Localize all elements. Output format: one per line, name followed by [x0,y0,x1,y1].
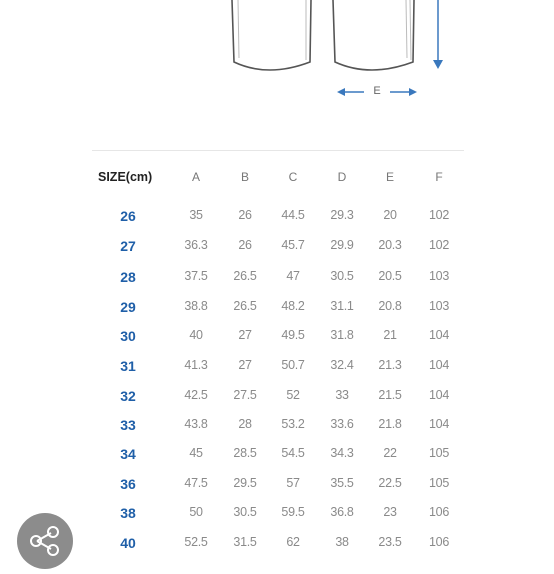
value-d: 38 [335,535,349,549]
left-leg-outline [232,0,311,70]
value-a: 45 [189,446,203,460]
size-value: 36 [120,476,136,492]
value-a: 42.5 [184,388,208,402]
value-a: 38.8 [184,299,208,313]
table-row [0,505,554,525]
value-c: 54.5 [281,446,305,460]
value-f: 104 [429,388,449,402]
table-row [0,208,554,228]
size-value: 31 [120,358,136,374]
value-f: 104 [429,328,449,342]
value-b: 26 [238,208,252,222]
value-b: 29.5 [233,476,257,490]
size-value: 30 [120,328,136,344]
value-a: 40 [189,328,203,342]
value-c: 62 [286,535,300,549]
size-value: 26 [120,208,136,224]
value-d: 29.9 [330,238,354,252]
header-a: A [191,170,200,184]
section-divider [92,150,464,151]
value-d: 31.1 [330,299,354,313]
value-f: 103 [429,299,449,313]
value-b: 27 [238,328,252,342]
value-b: 27 [238,358,252,372]
header-d: D [337,170,347,184]
right-leg-outline [333,0,414,70]
value-e: 22.5 [378,476,402,490]
value-e: 20.5 [378,269,402,283]
value-a: 36.3 [184,238,208,252]
value-d: 31.8 [330,328,354,342]
table-row [0,417,554,437]
value-c: 45.7 [281,238,305,252]
value-a: 43.8 [184,417,208,431]
table-row [0,446,554,466]
value-e: 22 [383,446,397,460]
value-c: 57 [286,476,300,490]
value-f: 102 [429,238,449,252]
value-e: 20.8 [378,299,402,313]
value-b: 30.5 [233,505,257,519]
header-b: B [240,170,249,184]
value-e: 21.8 [378,417,402,431]
value-b: 31.5 [233,535,257,549]
share-button[interactable] [17,513,73,569]
header-size: SIZE(cm) [98,170,153,184]
value-c: 49.5 [281,328,305,342]
value-f: 103 [429,269,449,283]
value-a: 41.3 [184,358,208,372]
header-e: E [385,170,394,184]
size-value: 28 [120,269,136,285]
value-d: 30.5 [330,269,354,283]
hem-width-label: E [373,85,381,97]
value-a: 47.5 [184,476,208,490]
table-row [0,328,554,348]
value-f: 104 [429,358,449,372]
value-e: 23.5 [378,535,402,549]
value-e: 21.3 [378,358,402,372]
value-b: 28.5 [233,446,257,460]
value-f: 105 [429,446,449,460]
value-f: 104 [429,417,449,431]
value-c: 52 [286,388,300,402]
value-b: 26 [238,238,252,252]
value-f: 102 [429,208,449,222]
table-row [0,269,554,289]
value-e: 21.5 [378,388,402,402]
value-d: 34.3 [330,446,354,460]
value-d: 32.4 [330,358,354,372]
table-row [0,388,554,408]
value-d: 36.8 [330,505,354,519]
size-value: 27 [120,238,136,254]
value-d: 29.3 [330,208,354,222]
header-f: F [435,170,443,184]
value-a: 35 [189,208,203,222]
value-f: 106 [429,535,449,549]
header-c: C [288,170,298,184]
value-d: 33.6 [330,417,354,431]
value-b: 28 [238,417,252,431]
pants-measurement-diagram [0,0,554,110]
value-e: 21 [383,328,397,342]
value-d: 33 [335,388,349,402]
value-c: 53.2 [281,417,305,431]
value-a: 50 [189,505,203,519]
value-c: 47 [286,269,300,283]
size-value: 34 [120,446,136,462]
value-b: 26.5 [233,299,257,313]
value-f: 106 [429,505,449,519]
table-row [0,535,554,555]
value-b: 26.5 [233,269,257,283]
value-a: 37.5 [184,269,208,283]
value-c: 44.5 [281,208,305,222]
share-icon [17,513,73,569]
size-value: 32 [120,388,136,404]
size-value: 40 [120,535,136,551]
value-e: 20 [383,208,397,222]
table-row [0,476,554,496]
value-e: 23 [383,505,397,519]
size-value: 33 [120,417,136,433]
table-row [0,299,554,319]
value-a: 52.5 [184,535,208,549]
value-b: 27.5 [233,388,257,402]
value-d: 35.5 [330,476,354,490]
value-c: 59.5 [281,505,305,519]
table-row [0,358,554,378]
table-row [0,238,554,258]
value-c: 48.2 [281,299,305,313]
size-value: 38 [120,505,136,521]
size-value: 29 [120,299,136,315]
value-c: 50.7 [281,358,305,372]
value-e: 20.3 [378,238,402,252]
value-f: 105 [429,476,449,490]
